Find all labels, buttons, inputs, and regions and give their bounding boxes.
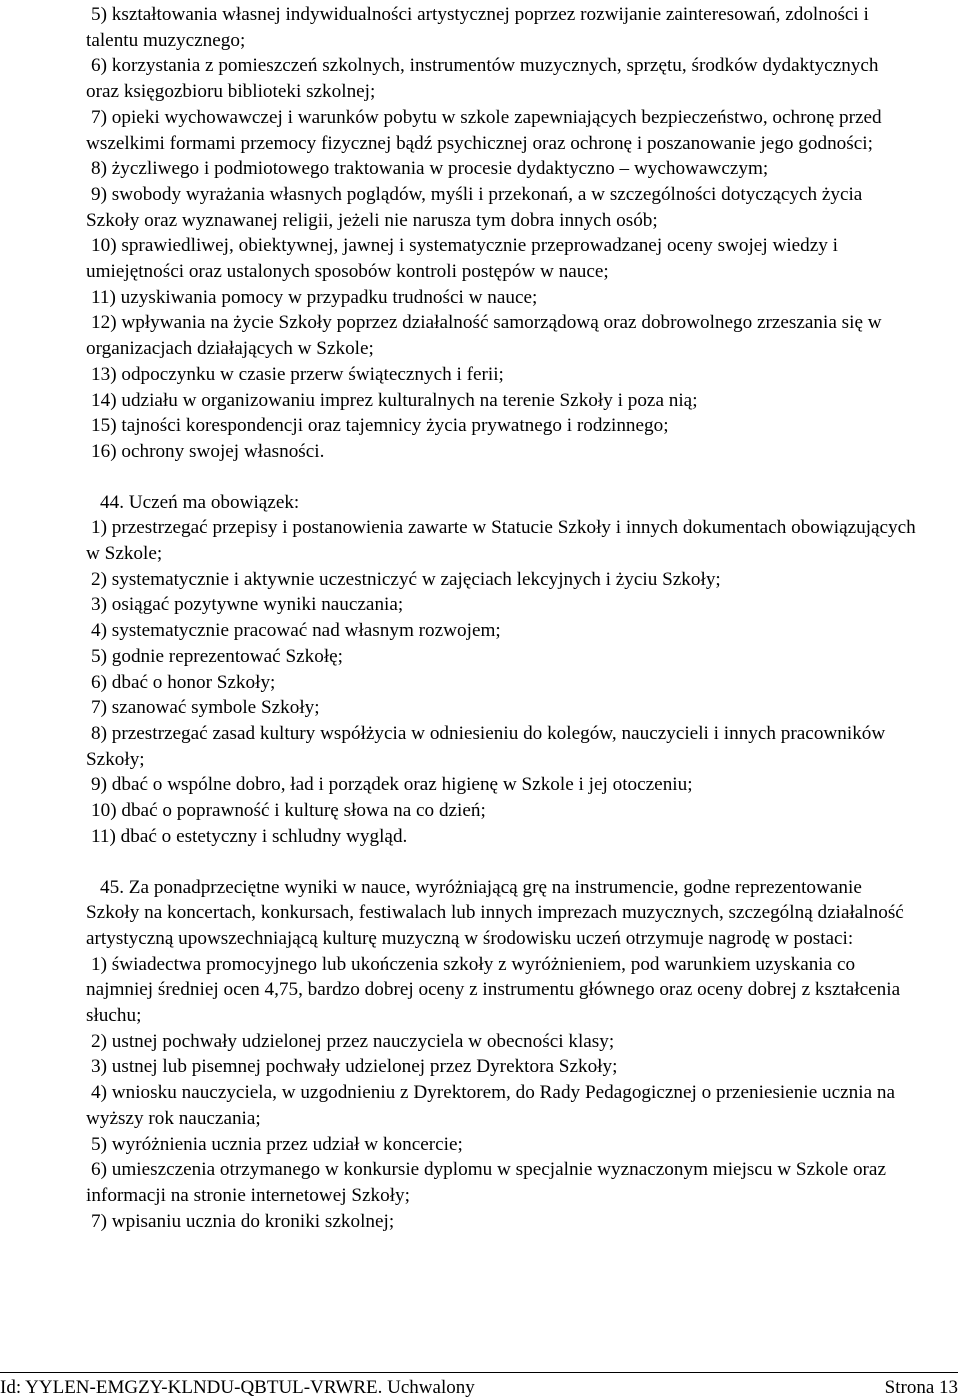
list-item: 3) osiągać pozytywne wyniki nauczania; bbox=[91, 594, 404, 616]
section-44 bbox=[86, 490, 916, 850]
page-number: Strona 13 bbox=[884, 1377, 958, 1398]
list-item: 1) przestrzegać przepisy i postanowienia zawarte w Statucie Szkoły i innych dokumentach obowiązujących w Szkole; bbox=[86, 517, 916, 565]
list-item: 9) swobody wyrażania własnych poglądów, myśli i przekonań, a w szczególności dotyczących życia Szkoły oraz wyznawanej religii, jeżeli nie narusza tym dobra innych osób; bbox=[86, 183, 863, 231]
list-item: 5) godnie reprezentować Szkołę; bbox=[91, 645, 343, 667]
list-item: 10) sprawiedliwej, obiektywnej, jawnej i systematycznie przeprowadzanej oceny swojej wiedzy i umiejętności oraz ustalonych sposobów kontroli postępów w nauce; bbox=[86, 235, 838, 283]
paragraph-spacer bbox=[86, 465, 916, 490]
document-body bbox=[86, 2, 916, 1234]
list-item: 3) ustnej lub pisemnej pochwały udzielonej przez Dyrektora Szkoły; bbox=[91, 1056, 618, 1078]
list-item: 1) świadectwa promocyjnego lub ukończenia szkoły z wyróżnieniem, pod warunkiem uzyskania co najmniej średniej ocen 4,75, bardzo dobrej oceny z instrumentu głównego oraz oceny dobrej z kształcenia słuchu; bbox=[86, 953, 901, 1027]
list-item: 2) systematycznie i aktywnie uczestniczyć w zajęciach lekcyjnych i życiu Szkoły; bbox=[91, 568, 721, 590]
list-item: 4) systematycznie pracować nad własnym rozwojem; bbox=[91, 620, 501, 642]
list-item: 7) szanować symbole Szkoły; bbox=[91, 697, 320, 719]
list-item: 15) tajności korespondencji oraz tajemnicy życia prywatnego i rodzinnego; bbox=[91, 415, 669, 437]
list-item: 7) wpisaniu ucznia do kroniki szkolnej; bbox=[91, 1210, 395, 1232]
list-item: 8) przestrzegać zasad kultury współżycia w odniesieniu do kolegów, nauczycieli i innych pracowników Szkoły; bbox=[86, 722, 886, 770]
list-item: 2) ustnej pochwały udzielonej przez nauczyciela w obecności klasy; bbox=[91, 1030, 615, 1052]
list-item: 11) dbać o estetyczny i schludny wygląd. bbox=[91, 825, 408, 847]
list-item: 6) umieszczenia otrzymanego w konkursie dyplomu w specjalnie wyznaczonym miejscu w Szkole oraz informacji na stronie internetowej Szkoły; bbox=[86, 1159, 886, 1206]
list-item: 9) dbać o wspólne dobro, ład i porządek oraz higienę w Szkole i jej otoczeniu; bbox=[91, 774, 693, 796]
list-item: 5) wyróżnienia ucznia przez udział w koncercie; bbox=[91, 1133, 463, 1155]
paragraph-spacer bbox=[86, 850, 916, 875]
list-item: 16) ochrony swojej własności. bbox=[91, 440, 325, 462]
list-item: 6) korzystania z pomieszczeń szkolnych, instrumentów muzycznych, sprzętu, środków dydaktycznych oraz księgozbioru biblioteki szkolnej; bbox=[86, 55, 879, 103]
section-heading: 45. Za ponadprzeciętne wyniki w nauce, wyróżniającą grę na instrumencie, godne reprezentowanie Szkoły na koncertach, konkursach, festiwalach lub innych imprezach muzycznych, szczególną działalność artystyczną upowszechniającą kulturę muzyczną w środowisku uczeń otrzymuje nagrodę w postaci: bbox=[86, 876, 904, 949]
list-item: 11) uzyskiwania pomocy w przypadku trudności w nauce; bbox=[91, 286, 538, 308]
list-item: 4) wniosku nauczyciela, w uzgodnieniu z Dyrektorem, do Rady Pedagogicznej o przeniesienie ucznia na wyższy rok nauczania; bbox=[86, 1082, 895, 1129]
list-item: 8) życzliwego i podmiotowego traktowania w procesie dydaktyczno – wychowawczym; bbox=[91, 158, 769, 180]
list-item: 5) kształtowania własnej indywidualności artystycznej poprzez rozwijanie zainteresowań, zdolności i talentu muzycznego; bbox=[86, 4, 869, 51]
list-item: 7) opieki wychowawczej i warunków pobytu w szkole zapewniających bezpieczeństwo, ochronę przed wszelkimi formami przemocy fizycznej bądź psychicznej oraz ochronę i poszanowanie jego godności; bbox=[86, 106, 882, 154]
list-item: 10) dbać o poprawność i kulturę słowa na co dzień; bbox=[91, 800, 486, 822]
page-footer bbox=[0, 1372, 958, 1397]
document-id: Id: YYLEN-EMGZY-KLNDU-QBTUL-VRWRE. Uchwalony bbox=[0, 1377, 475, 1398]
rights-list-continued bbox=[86, 2, 916, 465]
list-item: 12) wpływania na życie Szkoły poprzez działalność samorządową oraz dobrowolnego zrzeszania się w organizacjach działających w Szkole; bbox=[86, 312, 882, 360]
section-heading: 44. Uczeń ma obowiązek: bbox=[100, 491, 300, 513]
list-item: 13) odpoczynku w czasie przerw świątecznych i ferii; bbox=[91, 363, 504, 385]
section-45 bbox=[86, 875, 916, 1235]
list-item: 14) udziału w organizowaniu imprez kulturalnych na terenie Szkoły i poza nią; bbox=[91, 389, 698, 411]
list-item: 6) dbać o honor Szkoły; bbox=[91, 671, 276, 693]
